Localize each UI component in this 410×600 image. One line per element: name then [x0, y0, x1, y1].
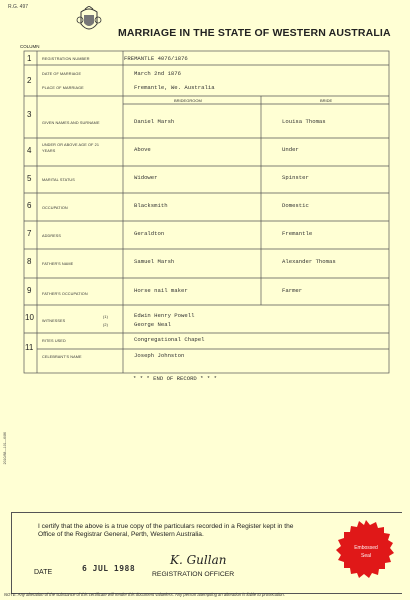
field-label: FATHER'S NAME — [42, 262, 74, 266]
marriage-place-value: Fremantle, We. Australia — [134, 84, 215, 91]
groom-occupation-value: Blacksmith — [134, 202, 168, 209]
row-number: 9 — [27, 286, 32, 295]
bride-father-name-value: Alexander Thomas — [282, 258, 336, 265]
registration-number-value: FREMANTLE 4076/1876 — [124, 55, 188, 62]
field-label: WITNESSES — [42, 319, 66, 323]
witness-2-value: George Neal — [134, 321, 171, 328]
groom-status-value: Widower — [134, 174, 158, 181]
row-number: 10 — [25, 313, 34, 322]
field-label: PLACE OF MARRIAGE — [42, 86, 84, 90]
end-of-record: * * * END OF RECORD * * * — [133, 375, 217, 382]
bride-header: BRIDE — [320, 98, 333, 103]
groom-father-occupation-value: Horse nail maker — [134, 287, 188, 294]
officer-label: REGISTRATION OFFICER — [152, 571, 235, 578]
registrar-signature: K. Gullan — [170, 553, 227, 567]
footer-note: NOTE: Any alteration of the substance of this certificate will render this document valueless. Any person attempting an alteration is liable to prosecution. — [4, 592, 285, 597]
bride-status-value: Spinster — [282, 174, 309, 181]
row-number: 3 — [27, 110, 32, 119]
bride-occupation-value: Domestic — [282, 202, 309, 209]
bride-father-occupation-value: Farmer — [282, 287, 303, 294]
field-label: RITES USED — [42, 339, 66, 343]
witness-1-value: Edwin Henry Powell — [134, 312, 195, 319]
field-label: ADDRESS — [42, 234, 62, 238]
column-label: COLUMN — [20, 44, 40, 49]
seal-label: Embossed — [354, 545, 378, 551]
bridegroom-header: BRIDEGROOM — [174, 98, 202, 103]
row-number: 7 — [27, 229, 32, 238]
row-number: 4 — [27, 146, 32, 155]
bride-age-value: Under — [282, 146, 299, 153]
field-label: MARITAL STATUS — [42, 178, 75, 182]
field-label: CELEBRANT'S NAME — [42, 355, 82, 359]
groom-name-value: Daniel Marsh — [134, 118, 175, 125]
seal-label: Seal — [360, 553, 371, 559]
field-label: REGISTRATION NUMBER — [42, 57, 90, 61]
field-label: DATE OF MARRIAGE — [42, 72, 82, 76]
row-number: 6 — [27, 201, 32, 210]
row-number: 2 — [27, 76, 32, 85]
field-label: UNDER OR ABOVE AGE OF 21 YEARS — [42, 143, 100, 153]
date-stamp: 6 JUL 1988 — [82, 564, 136, 573]
row-number: 1 — [27, 54, 32, 63]
form-code: R.G. 497 — [8, 4, 29, 10]
page-title: MARRIAGE IN THE STATE OF WESTERN AUSTRALIA — [118, 27, 391, 39]
celebrant-name-value: Joseph Johnston — [134, 352, 185, 359]
side-code: 2010/88—101—6/86 — [3, 432, 7, 465]
row-number: 5 — [27, 174, 32, 183]
groom-age-value: Above — [134, 146, 151, 153]
row-number: 11 — [25, 343, 34, 352]
groom-address-value: Geraldton — [134, 230, 165, 237]
witness-marker: (2) — [103, 323, 108, 327]
rites-used-value: Congregational Chapel — [134, 336, 205, 343]
field-label: OCCUPATION — [42, 206, 68, 210]
marriage-date-value: March 2nd 1876 — [134, 70, 181, 77]
certification-text: I certify that the above is a true copy of the particulars recorded in a Register kept in the Office of the Registrar General, Perth, Western Australia. — [38, 523, 294, 539]
groom-father-name-value: Samuel Marsh — [134, 258, 175, 265]
row-number: 8 — [27, 257, 32, 266]
bride-address-value: Fremantle — [282, 230, 313, 237]
date-label: DATE — [34, 569, 53, 576]
bride-name-value: Louisa Thomas — [282, 118, 326, 125]
field-label: FATHER'S OCCUPATION — [42, 292, 88, 296]
field-label: GIVEN NAMES AND SURNAME — [42, 121, 100, 125]
witness-marker: (1) — [103, 315, 108, 319]
